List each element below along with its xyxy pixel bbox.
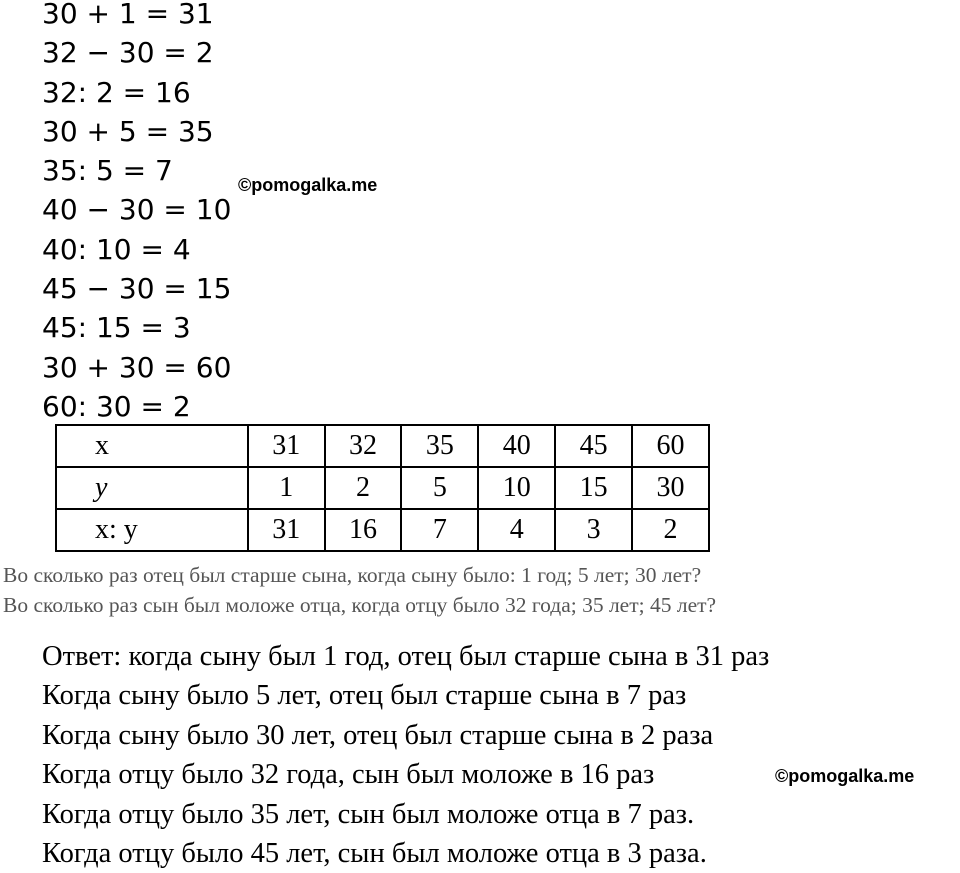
row-label-y: y <box>56 467 248 509</box>
table-cell: 32 <box>325 425 402 467</box>
equation-line: 60: 30 = 2 <box>42 389 191 423</box>
equation-line: 35: 5 = 7 <box>42 154 173 188</box>
row-label-x: x <box>56 425 248 467</box>
answer-line: Когда сыну было 5 лет, отец был старше сына в 7 раз <box>42 680 687 712</box>
table-cell: 10 <box>478 467 555 509</box>
table-cell: 3 <box>555 509 632 551</box>
equation-line: 45: 15 = 3 <box>42 311 191 345</box>
watermark-top: ©pomogalka.me <box>238 175 378 195</box>
table-cell: 31 <box>248 425 325 467</box>
table-cell: 5 <box>401 467 478 509</box>
table-cell: 30 <box>632 467 709 509</box>
table-cell: 35 <box>401 425 478 467</box>
table-cell: 4 <box>478 509 555 551</box>
table-cell: 2 <box>632 509 709 551</box>
equation-line: 32: 2 = 16 <box>42 75 191 109</box>
table-cell: 31 <box>248 509 325 551</box>
answer-line: Когда отцу было 32 года, сын был моложе в 16 раз <box>42 759 655 791</box>
table-cell: 15 <box>555 467 632 509</box>
table-cell: 60 <box>632 425 709 467</box>
answer-line: Когда отцу было 45 лет, сын был моложе отца в 3 раза. <box>42 837 707 869</box>
table-cell: 45 <box>555 425 632 467</box>
answer-list <box>42 637 769 873</box>
equation-line: 40: 10 = 4 <box>42 232 191 266</box>
row-label-ratio: x: y <box>56 509 248 551</box>
answer-line: Когда отцу было 35 лет, сын был моложе отца в 7 раз. <box>42 798 695 830</box>
table-cell: 40 <box>478 425 555 467</box>
answer-line: Ответ: когда сыну был 1 год, отец был старше сына в 31 раз <box>42 641 770 672</box>
equation-line: 40 − 30 = 10 <box>42 193 232 227</box>
question-line: Во сколько раз сын был моложе отца, когда отцу было 32 года; 35 лет; 45 лет? <box>3 593 717 617</box>
question-line: Во сколько раз отец был старше сына, когда сыну было: 1 год; 5 лет; 30 лет? <box>3 563 702 587</box>
table-cell: 7 <box>401 509 478 551</box>
equation-list <box>42 0 231 426</box>
table-cell: 16 <box>325 509 402 551</box>
equation-line: 30 + 1 = 31 <box>42 0 214 30</box>
watermark-bottom: ©pomogalka.me <box>775 766 915 786</box>
table-row-ratio <box>56 509 709 551</box>
equation-line: 45 − 30 = 15 <box>42 272 232 306</box>
equation-line: 30 + 30 = 60 <box>42 350 232 384</box>
ratio-table <box>55 424 710 552</box>
table-cell: 2 <box>325 467 402 509</box>
equation-line: 32 − 30 = 2 <box>42 36 214 70</box>
table-row-x <box>56 425 709 467</box>
answer-line: Когда сыну было 30 лет, отец был старше сына в 2 раза <box>42 719 714 751</box>
table-row-y <box>56 467 709 509</box>
table-cell: 1 <box>248 467 325 509</box>
equation-line: 30 + 5 = 35 <box>42 114 214 148</box>
